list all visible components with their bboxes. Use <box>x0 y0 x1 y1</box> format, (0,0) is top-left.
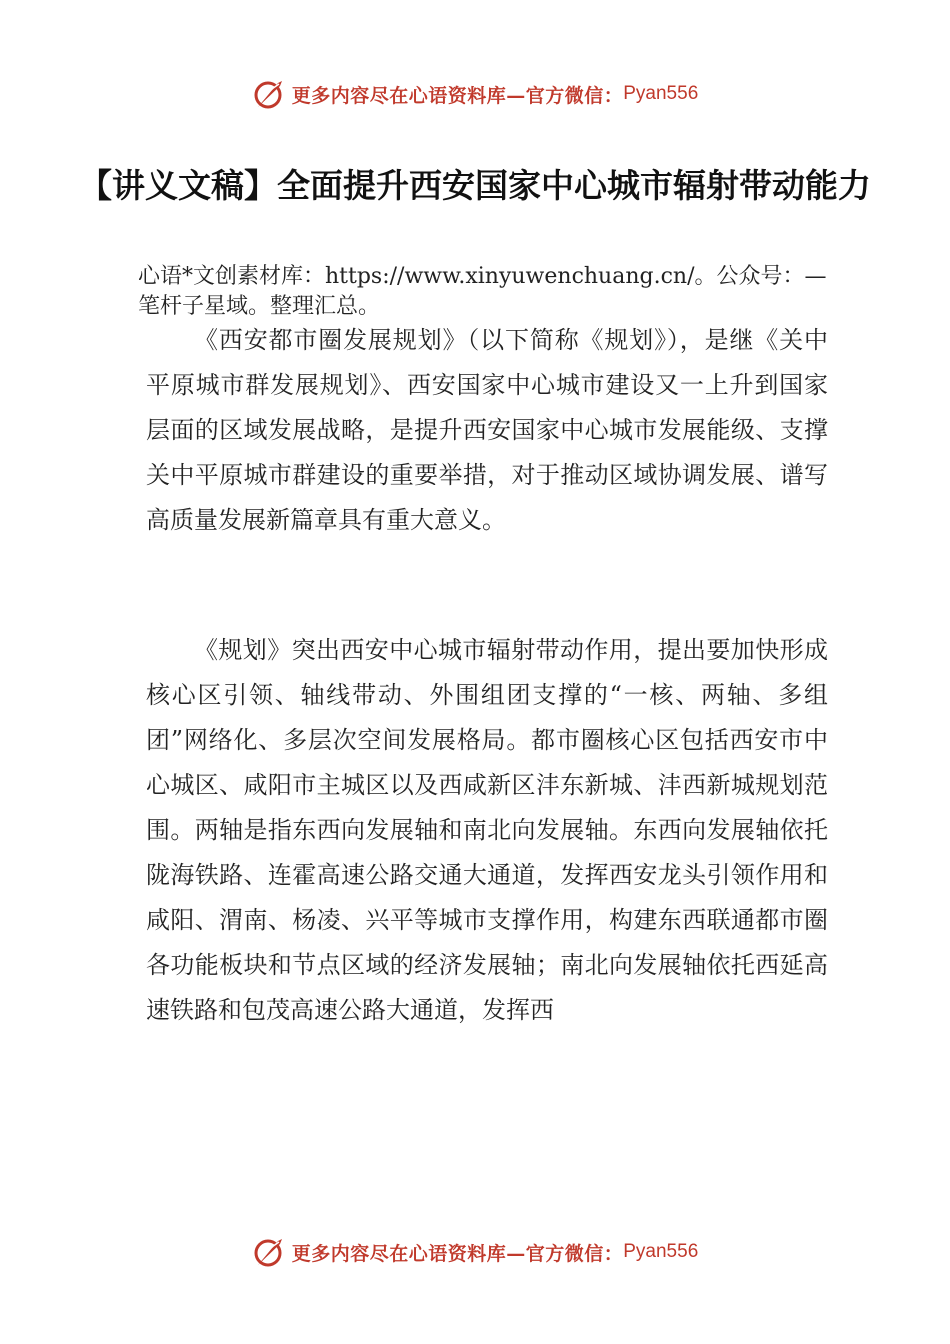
footer-banner-text: 更多内容尽在心语资料库—官方微信： <box>291 1242 624 1265</box>
header-wechat-id: Pyan556 <box>623 83 699 104</box>
document-title: 【讲义文稿】全面提升西安国家中心城市辐射带动能力 <box>79 166 871 205</box>
paragraph-1: 《西安都市圈发展规划》（以下简称《规划》），是继《关中平原城市群发展规划》、西安国家中心城市建设又一上升到国家层面的区域发展战略，是提升西安国家中心城市发展能级、支撑关中平原城市群建设的重要举措，对于推动区域协调发展、谱写高质量发展新篇章具有重大意义。 <box>146 326 828 534</box>
header-banner-text: 更多内容尽在心语资料库—官方微信： <box>291 84 624 107</box>
quill-logo-icon <box>252 77 286 111</box>
footer-wechat-id: Pyan556 <box>623 1241 699 1262</box>
footer-banner <box>0 1232 950 1272</box>
quill-logo-icon <box>252 1235 286 1269</box>
paragraph-2: 《规划》突出西安中心城市辐射带动作用，提出要加快形成核心区引领、轴线带动、外围组团支撑的“一核、两轴、多组团”网络化、多层次空间发展格局。都市圈核心区包括西安市中心城区、咸阳市主城区以及西咸新区沣东新城、沣西新城规划范围。两轴是指东西向发展轴和南北向发展轴。东西向发展轴依托陇海铁路、连霍高速公路交通大通道，发挥西安龙头引领作用和咸阳、渭南、杨凌、兴平等城市支撑作用，构建东西联通都市圈各功能板块和节点区域的经济发展轴；南北向发展轴依托西延高速铁路和包茂高速公路大通道，发挥西 <box>146 636 828 1024</box>
source-note: 心语*文创素材库：https://www.xinyuwenchuang.cn/。公众号：—笔杆子星域。整理汇总。 <box>138 264 827 319</box>
header-banner <box>0 74 950 114</box>
